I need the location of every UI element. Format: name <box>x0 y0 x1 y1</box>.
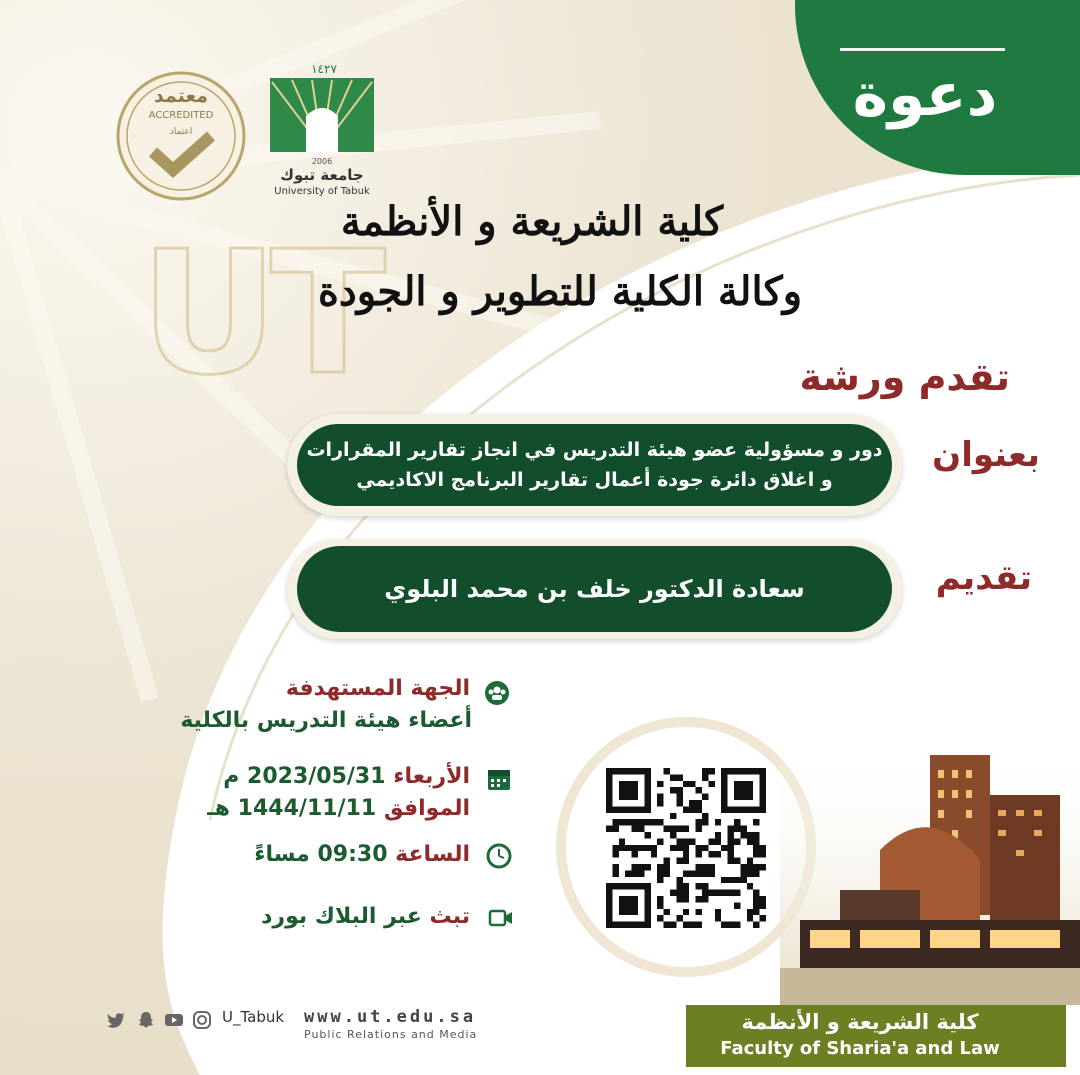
time-label: الساعة <box>395 842 470 867</box>
audience-label: الجهة المستهدفة <box>285 676 470 701</box>
instagram-icon[interactable] <box>192 1010 212 1030</box>
badge-divider <box>840 48 1005 51</box>
college-title: كلية الشريعة و الأنظمة <box>340 198 724 245</box>
broadcast-label: تبث <box>429 904 470 929</box>
hijri-label: الموافق <box>383 796 470 821</box>
topic-pill <box>297 424 892 506</box>
svg-text:اعتماد: اعتماد <box>169 127 193 137</box>
social-handle[interactable]: U_Tabuk <box>222 1008 285 1026</box>
svg-text:2006: 2006 <box>311 157 333 166</box>
svg-text:١٤٢٧: ١٤٢٧ <box>311 62 337 76</box>
svg-text:University of Tabuk: University of Tabuk <box>274 186 370 197</box>
snapchat-icon[interactable] <box>136 1010 156 1030</box>
topic-line-2: و اغلاق دائرة جودة أعمال تقارير البرنامج الاكاديمي <box>356 469 833 491</box>
department-name: Public Relations and Media <box>304 1028 478 1041</box>
gregorian-suffix: م <box>223 764 240 789</box>
presenter-name: سعادة الدكتور خلف بن محمد البلوي <box>384 575 805 603</box>
accredited-seal-icon <box>115 70 247 202</box>
topic-label: بعنوان <box>932 435 1040 475</box>
invitation-title: دعوة <box>852 60 998 130</box>
youtube-icon[interactable] <box>164 1010 184 1030</box>
agency-title: وكالة الكلية للتطوير و الجودة <box>317 268 803 315</box>
svg-text:جامعة تبوك: جامعة تبوك <box>280 166 364 184</box>
faculty-name-ar: كلية الشريعة و الأنظمة <box>741 1010 979 1034</box>
gregorian-date: 2023/05/31 <box>247 764 386 789</box>
building-illustration <box>780 740 1080 1005</box>
video-camera-icon <box>488 905 514 931</box>
day-label: الأربعاء <box>393 764 470 789</box>
audience-value: أعضاء هيئة التدريس بالكلية <box>180 708 472 733</box>
broadcast-row <box>261 904 470 929</box>
website-link[interactable]: www.ut.edu.sa <box>304 1007 477 1027</box>
gregorian-date-row <box>223 764 470 789</box>
twitter-icon[interactable] <box>106 1010 126 1030</box>
svg-text:ACCREDITED: ACCREDITED <box>148 110 214 121</box>
ut-watermark: UT <box>140 215 379 413</box>
broadcast-value: عبر البلاك بورد <box>261 904 422 929</box>
presenter-pill <box>297 546 892 632</box>
qr-code-icon[interactable] <box>606 768 766 928</box>
faculty-name-en: Faculty of Sharia'a and Law <box>720 1038 1000 1059</box>
calendar-icon <box>486 766 512 792</box>
hijri-date-row <box>207 796 470 821</box>
hijri-suffix: هـ <box>207 796 230 821</box>
university-of-tabuk-logo <box>262 60 382 200</box>
time-row <box>254 842 470 867</box>
topic-line-1: دور و مسؤولية عضو هيئة التدريس في انجاز تقارير المقرارات <box>306 439 883 461</box>
audience-icon <box>484 680 510 706</box>
svg-text:معتمد: معتمد <box>154 85 208 107</box>
time-value: 09:30 <box>317 842 388 867</box>
presents-workshop: تقدم ورشة <box>799 355 1010 399</box>
presenter-label: تقديم <box>935 558 1032 598</box>
hijri-date: 1444/11/11 <box>237 796 377 821</box>
clock-icon <box>486 843 512 869</box>
time-suffix: مساءً <box>254 842 310 867</box>
